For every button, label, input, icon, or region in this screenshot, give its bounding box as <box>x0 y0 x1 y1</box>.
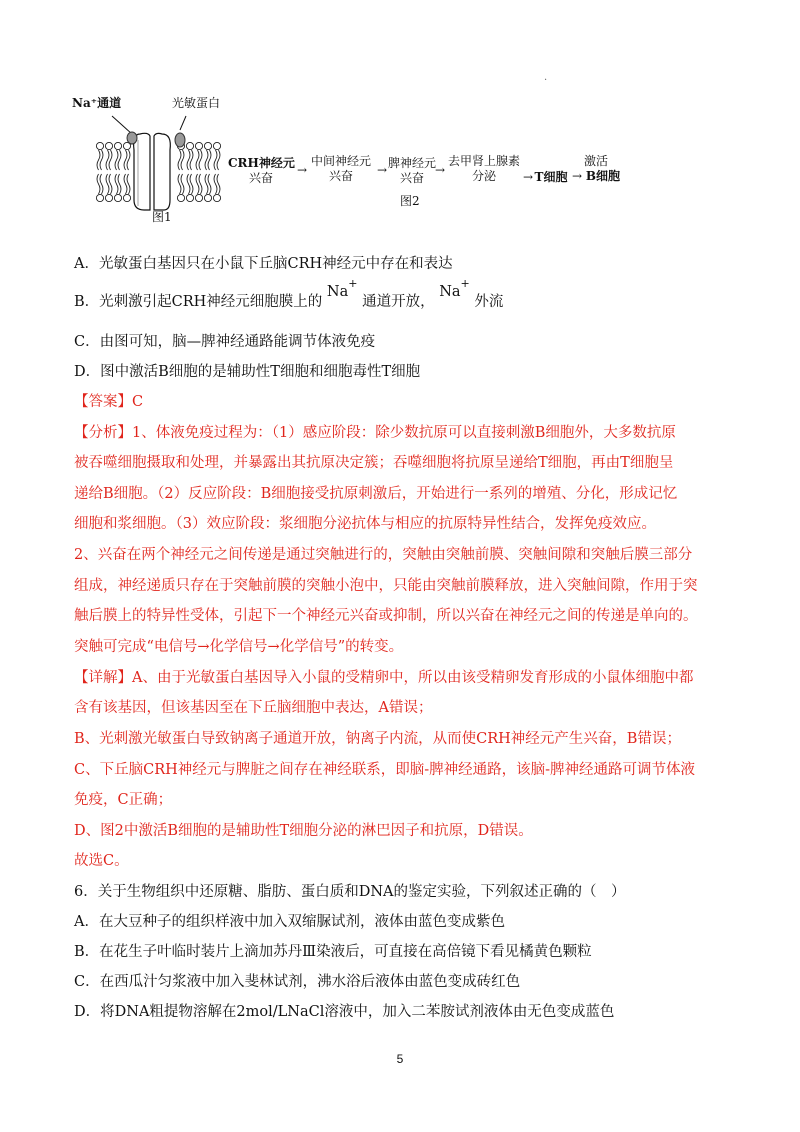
na-symbol-1: Na+ <box>326 277 358 300</box>
analysis-line-3: 递给B细胞。（2）反应阶段：B细胞接受抗原刺激后，开始进行一系列的增殖、分化，形成记忆 <box>74 486 678 502</box>
analysis-line-6: 组成，神经递质只存在于突触前膜的突触小泡中，只能由突触前膜释放，进入突触间隙，作用于突 <box>74 578 698 594</box>
detail-line-3: B、光刺激光敏蛋白导致钠离子通道开放，钠离子内流，从而使CRH神经元产生兴奋，B错误； <box>74 731 681 747</box>
q6-option-c: C．在西瓜汁匀浆液中加入斐林试剂，沸水浴后液体由蓝色变成砖红色 <box>74 974 521 990</box>
q6-option-d: D．将DNA粗提物溶解在2mol/LNaCl溶液中，加入二苯胺试剂液体由无色变成蓝色 <box>74 1004 615 1020</box>
page-number: 5 <box>396 1052 404 1066</box>
analysis-line-7: 触后膜上的特异性受体，引起下一个神经元兴奋或抑制，所以兴奋在神经元之间的传递是单向的。 <box>74 608 698 624</box>
flow-step-crh: CRH神经元 兴奋 <box>228 156 295 185</box>
detail-line-2: 含有该基因，但该基因至在下丘脑细胞中表达，A错误； <box>74 700 433 716</box>
conclusion: 故选C。 <box>74 853 129 869</box>
flow-step-spleen-neuron: 脾神经元 兴奋 <box>387 156 436 185</box>
detail-line-5: 免疫，C正确； <box>74 792 173 808</box>
membrane-diagram <box>70 110 230 232</box>
flow-step-t-cell: T细胞 <box>534 170 568 184</box>
figure-2 <box>228 150 648 210</box>
stray-dot: . <box>544 72 548 83</box>
flow-step-b-cell: B细胞 <box>585 169 621 183</box>
analysis-line-8: 突触可完成“电信号→化学信号→化学信号”的转变。 <box>74 639 404 655</box>
q5-option-a: A．光敏蛋白基因只在小鼠下丘脑CRH神经元中存在和表达 <box>74 256 453 272</box>
q5-option-b: B．光刺激引起CRH神经元细胞膜上的 Na+ 通道开放， Na+ 外流 <box>74 277 504 310</box>
detail-line-1: 【详解】A、由于光敏蛋白基因导入小鼠的受精卵中，所以由该受精卵发育形成的小鼠体细胞中都 <box>74 670 694 686</box>
flow-step-norepinephrine: 去甲肾上腺素 分泌 <box>447 154 520 183</box>
na-symbol-2: Na+ <box>439 277 470 300</box>
flow-step-interneuron: 中间神经元 兴奋 <box>310 154 371 183</box>
flow-arrow-4: → <box>522 170 534 184</box>
analysis-line-5: 2、兴奋在两个神经元之间传递是通过突触进行的，突触由突触前膜、突触间隙和突触后膜三部分 <box>74 547 693 563</box>
analysis-line-1: 【分析】1、体液免疫过程为：（1）感应阶段：除少数抗原可以直接刺激B细胞外，大多数抗原 <box>74 425 676 441</box>
q5-option-d: D．图中激活B细胞的是辅助性T细胞和细胞毒性T细胞 <box>74 364 421 380</box>
flow-arrow-3: → <box>434 163 446 177</box>
detail-line-4: C、下丘脑CRH神经元与脾脏之间存在神经联系，即脑-脾神经通路，该脑-脾神经通路可调节体液 <box>74 762 696 778</box>
analysis-line-4: 细胞和浆细胞。（3）效应阶段：浆细胞分泌抗体与相应的抗原特异性结合，发挥免疫效应。 <box>74 516 656 532</box>
label-photoprotein: 光敏蛋白 <box>172 96 221 110</box>
answer-tag: 【答案】C <box>74 394 144 410</box>
q5-option-c: C．由图可知，脑—脾神经通路能调节体液免疫 <box>74 334 376 350</box>
flow-step-activate: 激活 → B细胞 <box>571 154 621 183</box>
figure-2-caption: 图2 <box>400 194 420 208</box>
figure-1-caption: 图1 <box>152 210 172 224</box>
flow-arrow-2: → <box>376 163 388 177</box>
q6-stem: 6．关于生物组织中还原糖、脂肪、蛋白质和DNA的鉴定实验，下列叙述正确的（ ） <box>74 884 626 900</box>
figure-1 <box>70 88 230 228</box>
analysis-line-2: 被吞噬细胞摄取和处理，并暴露出其抗原决定簇；吞噬细胞将抗原呈递给T细胞，再由T细胞呈 <box>74 455 674 471</box>
detail-line-6: D、图2中激活B细胞的是辅助性T细胞分泌的淋巴因子和抗原，D错误。 <box>74 823 533 839</box>
q6-option-a: A．在大豆种子的组织样液中加入双缩脲试剂，液体由蓝色变成紫色 <box>74 914 505 930</box>
q6-option-b: B．在花生子叶临时装片上滴加苏丹Ⅲ染液后，可直接在高倍镜下看见橘黄色颗粒 <box>74 944 592 960</box>
flow-arrow-1: → <box>296 163 308 177</box>
label-na-channel: Na⁺通道 <box>72 96 122 110</box>
